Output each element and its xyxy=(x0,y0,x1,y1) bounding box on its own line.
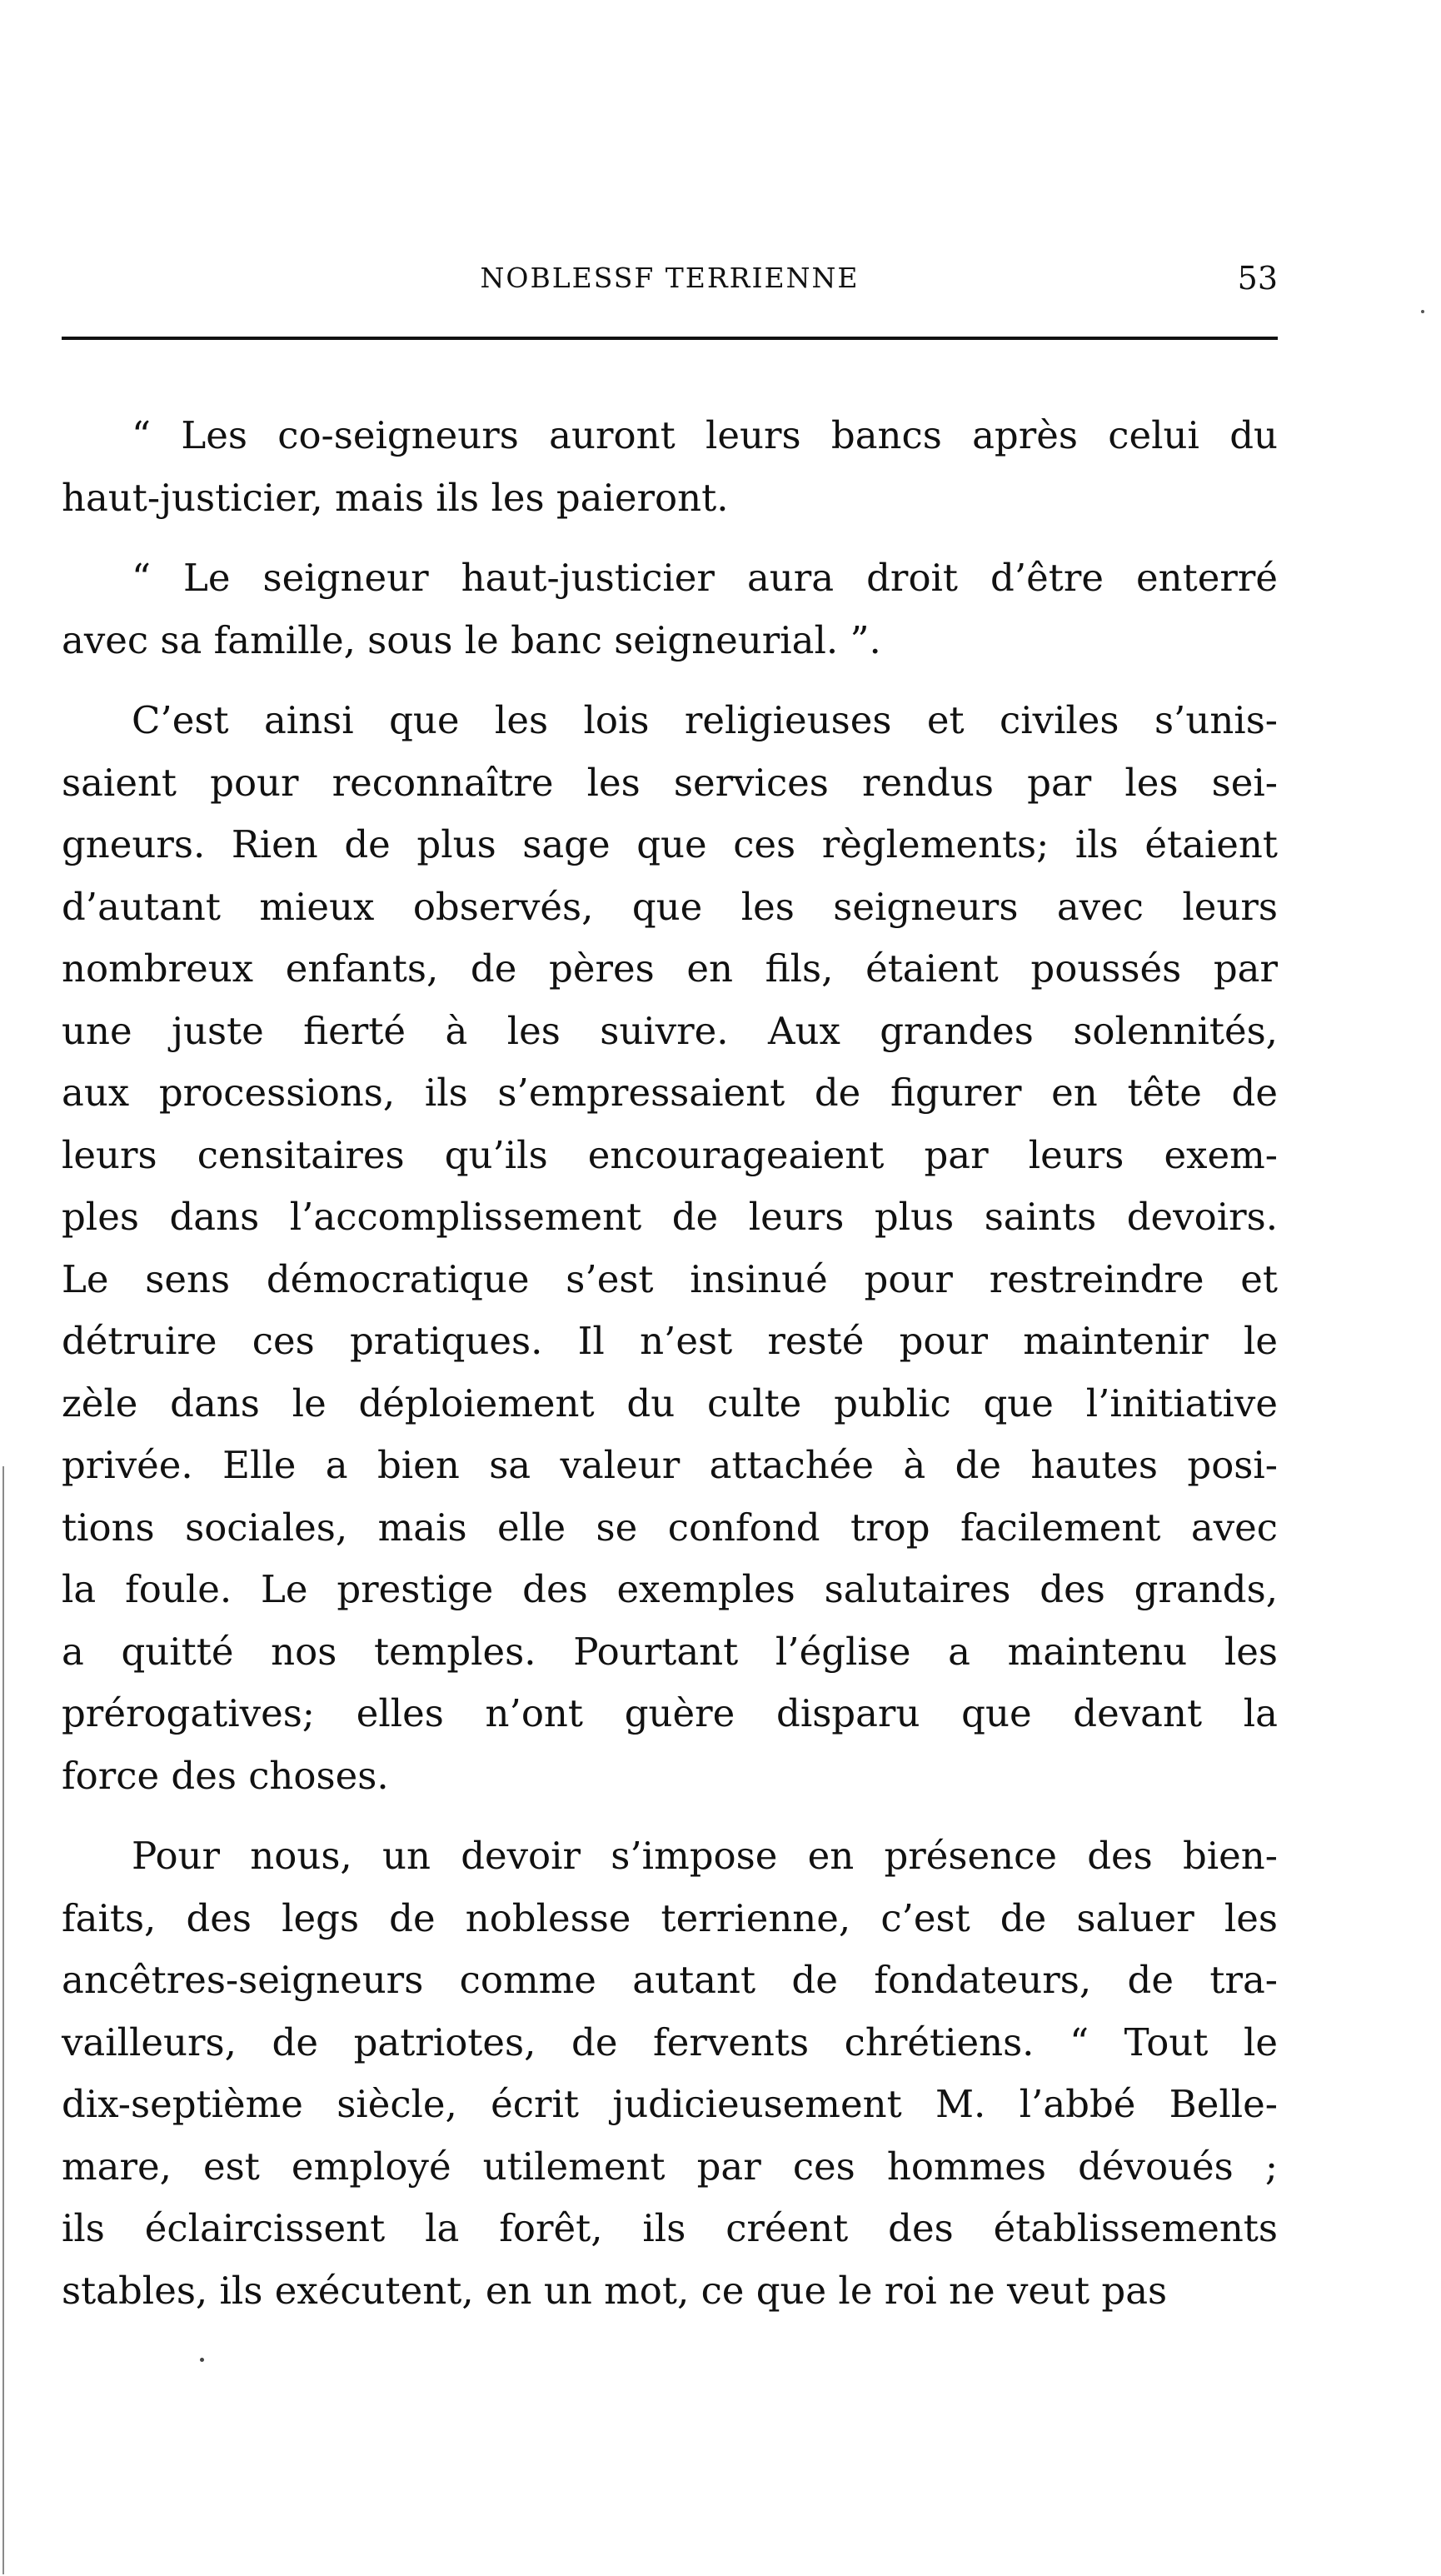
paragraph xyxy=(62,405,1278,529)
running-header xyxy=(62,253,1278,303)
running-title: NOBLESSF TERRIENNE xyxy=(480,262,860,294)
text-line: avec sa famille, sous le banc seigneurial. ”. xyxy=(62,617,881,662)
text-line: zèle dans le déploiement du culte public que l’initiative xyxy=(62,1380,1278,1425)
text-line: d’autant mieux observés, que les seigneurs avec leurs xyxy=(62,884,1278,929)
text-line: saient pour reconnaître les services rendus par les sei- xyxy=(62,760,1278,805)
page-edge-rule xyxy=(2,1466,4,2574)
text-line: nombreux enfants, de pères en fils, étaient poussés par xyxy=(62,946,1278,991)
text-line: Le sens démocratique s’est insinué pour restreindre et xyxy=(62,1256,1278,1301)
text-line: ples dans l’accomplissement de leurs plus saints devoirs. xyxy=(62,1195,1278,1239)
text-line: “ Les co-seigneurs auront leurs bancs après celui du xyxy=(132,413,1278,457)
text-line: tions sociales, mais elle se confond trop facilement avec xyxy=(62,1505,1278,1550)
paragraph xyxy=(62,690,1278,1807)
text-line: stables, ils exécutent, en un mot, ce que le roi ne veut pas xyxy=(62,2268,1168,2313)
margin-speck xyxy=(1421,310,1424,313)
text-line: haut-justicier, mais ils les paieront. xyxy=(62,475,729,520)
header-rule xyxy=(62,337,1278,340)
text-line: gneurs. Rien de plus sage que ces règlements; ils étaient xyxy=(62,822,1278,866)
text-line: aux processions, ils s’empressaient de figurer en tête de xyxy=(62,1071,1278,1115)
text-line: détruire ces pratiques. Il n’est resté pour maintenir le xyxy=(62,1319,1278,1363)
text-line: privée. Elle a bien sa valeur attachée à de hautes posi- xyxy=(62,1443,1278,1487)
paragraph xyxy=(62,547,1278,671)
text-line: mare, est employé utilement par ces hommes dévoués ; xyxy=(62,2144,1278,2189)
page-number: 53 xyxy=(1237,260,1278,297)
text-line: “ Le seigneur haut-justicier aura droit d’être enterré xyxy=(132,556,1278,600)
text-line: Pour nous, un devoir s’impose en présence des bien- xyxy=(132,1834,1278,1878)
text-line: a quitté nos temples. Pourtant l’église a maintenu les xyxy=(62,1629,1278,1674)
text-line: vailleurs, de patriotes, de fervents chrétiens. “ Tout le xyxy=(62,2019,1278,2064)
paragraph xyxy=(62,1825,1278,2322)
text-line: ils éclaircissent la forêt, ils créent des établissements xyxy=(62,2206,1278,2250)
text-line: dix-septième siècle, écrit judicieusement M. l’abbé Belle- xyxy=(62,2082,1278,2126)
text-line: prérogatives; elles n’ont guère disparu que devant la xyxy=(62,1691,1278,1735)
text-line: leurs censitaires qu’ils encourageaient par leurs exem- xyxy=(62,1132,1278,1177)
text-line: la foule. Le prestige des exemples salutaires des grands, xyxy=(62,1567,1278,1611)
print-speck xyxy=(200,2358,204,2362)
text-line: force des choses. xyxy=(62,1753,389,1798)
body-text xyxy=(62,405,1278,2322)
text-line: une juste fierté à les suivre. Aux grandes solennités, xyxy=(62,1008,1278,1053)
text-line: faits, des legs de noblesse terrienne, c’est de saluer les xyxy=(62,1895,1278,1940)
text-line: C’est ainsi que les lois religieuses et civiles s’unis- xyxy=(132,698,1278,742)
text-line: ancêtres-seigneurs comme autant de fondateurs, de tra- xyxy=(62,1958,1278,2002)
